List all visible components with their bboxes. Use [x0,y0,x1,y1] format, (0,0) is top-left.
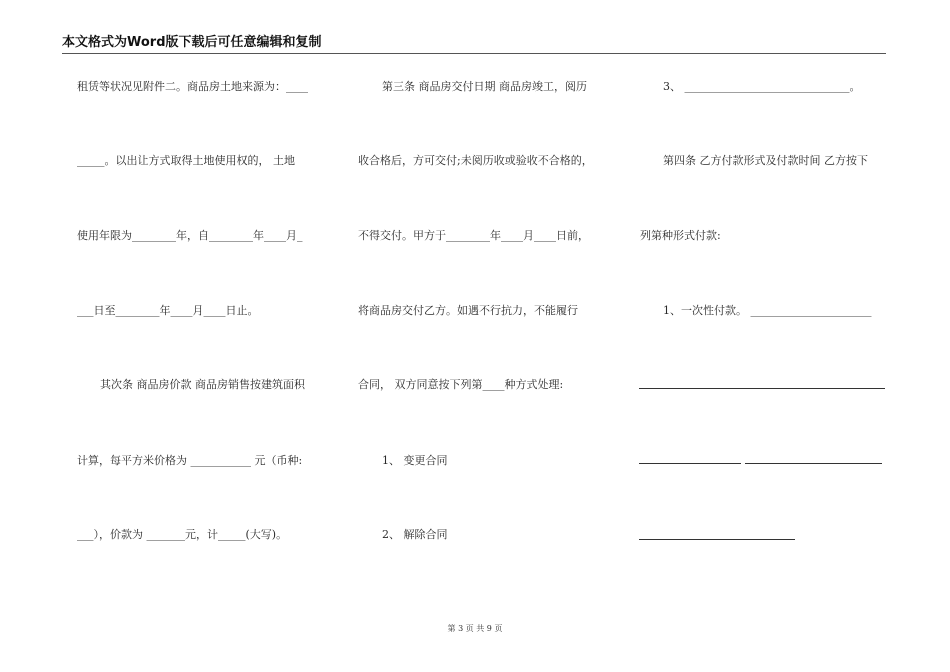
middle-line-2: 收合格后，方可交付;未阅历收或验收不合格的， [358,154,593,167]
right-line-3: 列第种形式付款: [640,229,721,242]
blank-line [639,539,795,540]
left-line-4: ___日至________年____月____日止。 [77,304,259,317]
blank-line [639,463,741,464]
right-line-4: 1、一次性付款。 ______________________ [663,304,872,317]
middle-line-5: 合同， 双方同意按下列第____种方式处理: [358,378,564,391]
left-line-5: 其次条 商品房价款 商品房销售按建筑面积 [100,378,305,391]
middle-line-7: 2、 解除合同 [382,528,448,541]
left-line-2: _____。以出让方式取得土地使用权的， 土地 [77,154,295,167]
blank-line [639,388,885,389]
left-line-6: 计算，每平方米价格为 ___________ 元（币种: [77,454,303,467]
left-line-7: ___），价款为 _______元，计_____(大写)。 [77,528,288,541]
right-line-1: 3、 ______________________________。 [663,80,861,93]
page-number: 第 3 页 共 9 页 [447,624,503,633]
middle-line-6: 1、 变更合同 [382,454,448,467]
blank-line [745,463,882,464]
right-line-2: 第四条 乙方付款形式及付款时间 乙方按下 [663,154,868,167]
middle-line-1: 第三条 商品房交付日期 商品房竣工，阅历 [382,80,587,93]
document-header: 本文格式为Word版下载后可任意编辑和复制 [62,36,886,54]
middle-line-4: 将商品房交付乙方。如遇不行抗力，不能履行 [358,304,578,317]
left-line-3: 使用年限为________年，自________年____月_ [77,229,303,242]
middle-line-3: 不得交付。甲方于________年____月____日前， [358,229,589,242]
left-line-1: 租赁等状况见附件二。商品房土地来源为：____ [77,80,308,93]
